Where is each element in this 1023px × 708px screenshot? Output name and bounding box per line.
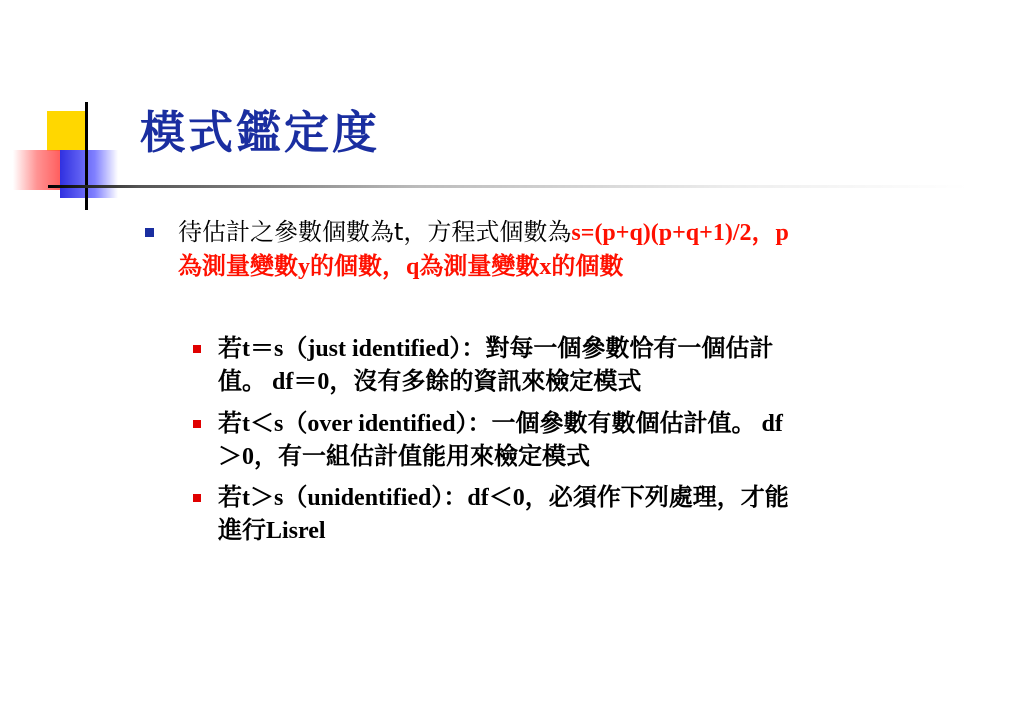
main-bullet-text: 待估計之參數個數為t，方程式個數為	[178, 218, 572, 246]
sub-bullet-1-line2: 值。 df＝0，沒有多餘的資訊來檢定模式	[218, 369, 642, 395]
main-bullet-line2: 為測量變數y的個數，q為測量變數x的個數	[178, 254, 624, 280]
sub-bullet-1-line1: 若t＝s（just identified）：對每一個參數恰有一個估計	[218, 336, 774, 362]
slide-title: 模式鑑定度	[140, 106, 381, 159]
sub-bullet-marker	[193, 494, 201, 502]
sub-bullet-3-line1: 若t＞s（unidentified）：df＜0，必須作下列處理，才能	[218, 485, 789, 511]
title-underline	[48, 185, 968, 188]
main-bullet-line1	[178, 216, 789, 250]
decor-yellow-square	[47, 111, 87, 151]
decor-vertical-line	[85, 102, 88, 210]
sub-bullet-2-line2: ＞0，有一組估計值能用來檢定模式	[218, 444, 590, 470]
main-bullet-marker	[145, 228, 154, 237]
formula-highlight: s=(p+q)(p+q+1)/2，p	[571, 220, 789, 246]
sub-bullet-marker	[193, 345, 201, 353]
sub-bullet-marker	[193, 420, 201, 428]
decor-blue-square	[60, 150, 118, 198]
sub-bullet-2-line1: 若t＜s（over identified）：一個參數有數個估計值。 df	[218, 411, 783, 437]
sub-bullet-3-line2: 進行Lisrel	[218, 518, 326, 544]
